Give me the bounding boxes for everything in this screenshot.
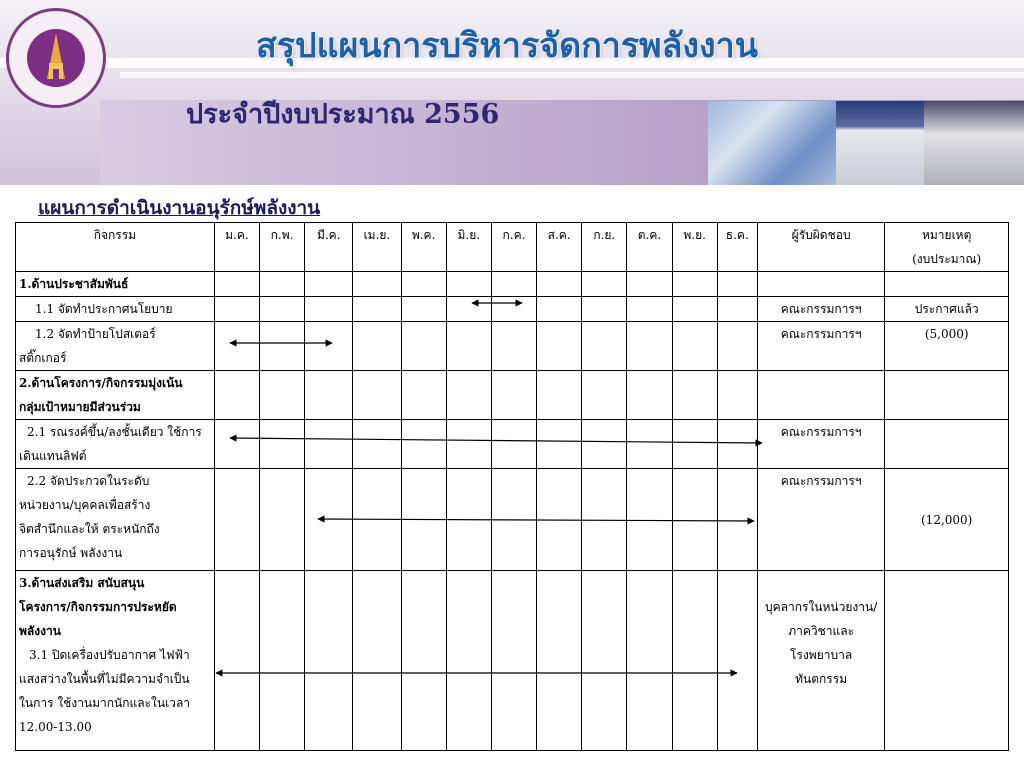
month-cell xyxy=(491,322,536,371)
month-cell xyxy=(582,420,627,469)
month-cell xyxy=(446,469,491,571)
month-cell xyxy=(305,420,353,469)
month-cell xyxy=(353,371,401,420)
month-cell xyxy=(353,420,401,469)
month-cell xyxy=(672,297,717,322)
note-cell xyxy=(885,272,1009,297)
month-cell xyxy=(537,571,582,751)
activity-cell xyxy=(16,322,215,371)
month-cell xyxy=(259,371,304,420)
month-cell xyxy=(717,571,757,751)
month-cell xyxy=(582,571,627,751)
month-cell xyxy=(672,272,717,297)
responsible-line: คณะกรรมการฯ xyxy=(780,302,862,316)
month-cell xyxy=(491,420,536,469)
activity-line: หน่วยงาน/บุคคลเพื่อสร้าง xyxy=(19,498,151,512)
responsible-line: คณะกรรมการฯ xyxy=(780,474,862,488)
activity-line: การอนุรักษ์ พลังงาน xyxy=(19,546,123,560)
activity-line: แสงสว่างในพื้นที่ไม่มีความจำเป็น xyxy=(19,672,190,686)
month-cell xyxy=(717,272,757,297)
section-title: แผนการดำเนินงานอนุรักษ์พลังงาน xyxy=(38,197,321,219)
header-month: ก.ย. xyxy=(582,223,627,272)
month-cell xyxy=(305,322,353,371)
month-cell xyxy=(446,272,491,297)
month-cell xyxy=(582,297,627,322)
month-cell xyxy=(672,469,717,571)
month-cell xyxy=(305,469,353,571)
table-row xyxy=(16,469,1009,571)
month-cell xyxy=(537,297,582,322)
page-title: สรุปแผนการบริหารจัดการพลังงาน xyxy=(256,26,758,66)
month-cell xyxy=(537,272,582,297)
month-cell xyxy=(214,297,259,322)
responsible-line: โรงพยาบาล xyxy=(790,648,853,662)
month-cell xyxy=(305,272,353,297)
responsible-cell xyxy=(757,469,885,571)
responsible-cell xyxy=(757,322,885,371)
activity-line: ในการ ใช้งานมากนักและในเวลา xyxy=(19,696,191,710)
table-row xyxy=(16,571,1009,751)
note-cell xyxy=(885,297,1009,322)
note-cell xyxy=(885,371,1009,420)
month-cell xyxy=(401,571,446,751)
month-cell xyxy=(537,371,582,420)
activity-line: 3.1 ปิดเครื่องปรับอากาศ ไฟฟ้า xyxy=(29,648,190,662)
table-row xyxy=(16,420,1009,469)
month-cell xyxy=(401,371,446,420)
month-cell xyxy=(582,371,627,420)
month-cell xyxy=(627,371,672,420)
month-cell xyxy=(214,272,259,297)
month-cell xyxy=(446,371,491,420)
banner-stripe xyxy=(120,72,1024,78)
responsible-line: บุคลากรในหน่วยงาน/ xyxy=(765,600,878,614)
responsible-cell xyxy=(757,371,885,420)
activity-cell xyxy=(16,371,215,420)
month-cell xyxy=(537,420,582,469)
month-cell xyxy=(259,571,304,751)
month-cell xyxy=(401,297,446,322)
activity-line: เดินแทนลิฟต์ xyxy=(19,449,87,463)
month-cell xyxy=(353,272,401,297)
activity-line: 2.1 รณรงค์ขึ้น/ลงชั้นเดียว ใช้การ xyxy=(27,425,202,439)
month-cell xyxy=(259,469,304,571)
month-cell xyxy=(627,297,672,322)
month-cell xyxy=(446,420,491,469)
responsible-line: คณะกรรมการฯ xyxy=(780,327,862,341)
month-cell xyxy=(582,322,627,371)
month-cell xyxy=(491,272,536,297)
month-cell xyxy=(214,420,259,469)
header-activity: กิจกรรม xyxy=(16,223,215,272)
month-cell xyxy=(353,322,401,371)
month-cell xyxy=(353,469,401,571)
month-cell xyxy=(401,272,446,297)
activity-line: พลังงาน xyxy=(19,624,61,638)
note-cell xyxy=(885,571,1009,751)
table-row xyxy=(16,371,1009,420)
header-month: ธ.ค. xyxy=(717,223,757,272)
activity-line: 1.ด้านประชาสัมพันธ์ xyxy=(19,277,129,291)
month-cell xyxy=(717,469,757,571)
month-cell xyxy=(537,469,582,571)
note-cell xyxy=(885,420,1009,469)
month-cell xyxy=(401,322,446,371)
table-header-row xyxy=(16,223,1009,272)
dental-photo xyxy=(708,101,836,185)
responsible-line: คณะกรรมการฯ xyxy=(780,425,862,439)
month-cell xyxy=(353,297,401,322)
month-cell xyxy=(259,322,304,371)
header-note-line: (งบประมาณ) xyxy=(912,252,982,266)
month-cell xyxy=(582,272,627,297)
header-month: ม.ค. xyxy=(214,223,259,272)
note-text: (5,000) xyxy=(924,327,969,341)
month-cell xyxy=(305,571,353,751)
activity-line: 12.00-13.00 xyxy=(19,720,92,734)
page-subtitle: ประจำปีงบประมาณ 2556 xyxy=(186,99,500,130)
month-cell xyxy=(672,371,717,420)
table-row xyxy=(16,272,1009,297)
activity-line: 1.2 จัดทำป้ายโปสเตอร์ xyxy=(35,327,156,341)
month-cell xyxy=(401,469,446,571)
month-cell xyxy=(491,297,536,322)
responsible-cell xyxy=(757,297,885,322)
responsible-line: ภาควิชาและ xyxy=(788,624,855,638)
month-cell xyxy=(491,571,536,751)
month-cell xyxy=(214,571,259,751)
header-note-line: หมายเหตุ xyxy=(921,228,972,242)
month-cell xyxy=(259,420,304,469)
university-seal-logo xyxy=(6,8,106,108)
month-cell xyxy=(401,420,446,469)
month-cell xyxy=(537,322,582,371)
building-photo xyxy=(924,101,1024,185)
building-photo xyxy=(836,101,924,185)
activity-line: กลุ่มเป้าหมายมีส่วนร่วม xyxy=(19,400,141,414)
activity-cell xyxy=(16,420,215,469)
month-cell xyxy=(214,322,259,371)
responsible-cell xyxy=(757,571,885,751)
activity-line: สติ๊กเกอร์ xyxy=(19,351,67,365)
month-cell xyxy=(305,297,353,322)
header-month: มิ.ย. xyxy=(446,223,491,272)
month-cell xyxy=(214,469,259,571)
activity-cell xyxy=(16,272,215,297)
header-month: พ.ย. xyxy=(672,223,717,272)
header-month: พ.ค. xyxy=(401,223,446,272)
month-cell xyxy=(627,272,672,297)
month-cell xyxy=(672,571,717,751)
header-note xyxy=(885,223,1009,272)
month-cell xyxy=(353,571,401,751)
note-text: (12,000) xyxy=(921,512,973,527)
activity-cell xyxy=(16,469,215,571)
month-cell xyxy=(627,571,672,751)
note-text: ประกาศแล้ว xyxy=(914,302,979,316)
responsible-line: ทันตกรรม xyxy=(795,672,848,686)
table-row xyxy=(16,297,1009,322)
table-row xyxy=(16,322,1009,371)
month-cell xyxy=(446,297,491,322)
month-cell xyxy=(717,322,757,371)
month-cell xyxy=(446,571,491,751)
month-cell xyxy=(491,371,536,420)
month-cell xyxy=(672,420,717,469)
header-month: ก.ค. xyxy=(491,223,536,272)
header-responsible: ผู้รับผิดชอบ xyxy=(757,223,885,272)
note-cell xyxy=(885,322,1009,371)
header-month: เม.ย. xyxy=(353,223,401,272)
header-photos xyxy=(708,101,1024,185)
month-cell xyxy=(446,322,491,371)
month-cell xyxy=(214,371,259,420)
header-month: มี.ค. xyxy=(305,223,353,272)
activity-line: 2.ด้านโครงการ/กิจกรรมมุ่งเน้น xyxy=(19,376,183,390)
month-cell xyxy=(717,371,757,420)
month-cell xyxy=(305,371,353,420)
header-month: ก.พ. xyxy=(259,223,304,272)
month-cell xyxy=(582,469,627,571)
activity-line: โครงการ/กิจกรรมการประหยัด xyxy=(19,600,177,614)
note-cell xyxy=(885,469,1009,571)
activity-line: 1.1 จัดทำประกาศนโยบาย xyxy=(35,302,173,316)
header-month: ต.ค. xyxy=(627,223,672,272)
activity-line: 3.ด้านส่งเสริม สนับสนุน xyxy=(19,576,145,590)
activity-cell xyxy=(16,571,215,751)
month-cell xyxy=(259,297,304,322)
month-cell xyxy=(627,420,672,469)
month-cell xyxy=(672,322,717,371)
month-cell xyxy=(627,322,672,371)
seal-emblem-icon xyxy=(45,33,67,81)
month-cell xyxy=(717,420,757,469)
month-cell xyxy=(717,297,757,322)
activity-cell xyxy=(16,297,215,322)
activity-line: จิตสำนึกและให้ ตระหนักถึง xyxy=(19,522,160,536)
responsible-cell xyxy=(757,272,885,297)
energy-plan-table xyxy=(15,222,1009,751)
header-month: ส.ค. xyxy=(537,223,582,272)
month-cell xyxy=(491,469,536,571)
activity-line: 2.2 จัดประกวดในระดับ xyxy=(27,474,150,488)
month-cell xyxy=(627,469,672,571)
month-cell xyxy=(259,272,304,297)
responsible-cell xyxy=(757,420,885,469)
